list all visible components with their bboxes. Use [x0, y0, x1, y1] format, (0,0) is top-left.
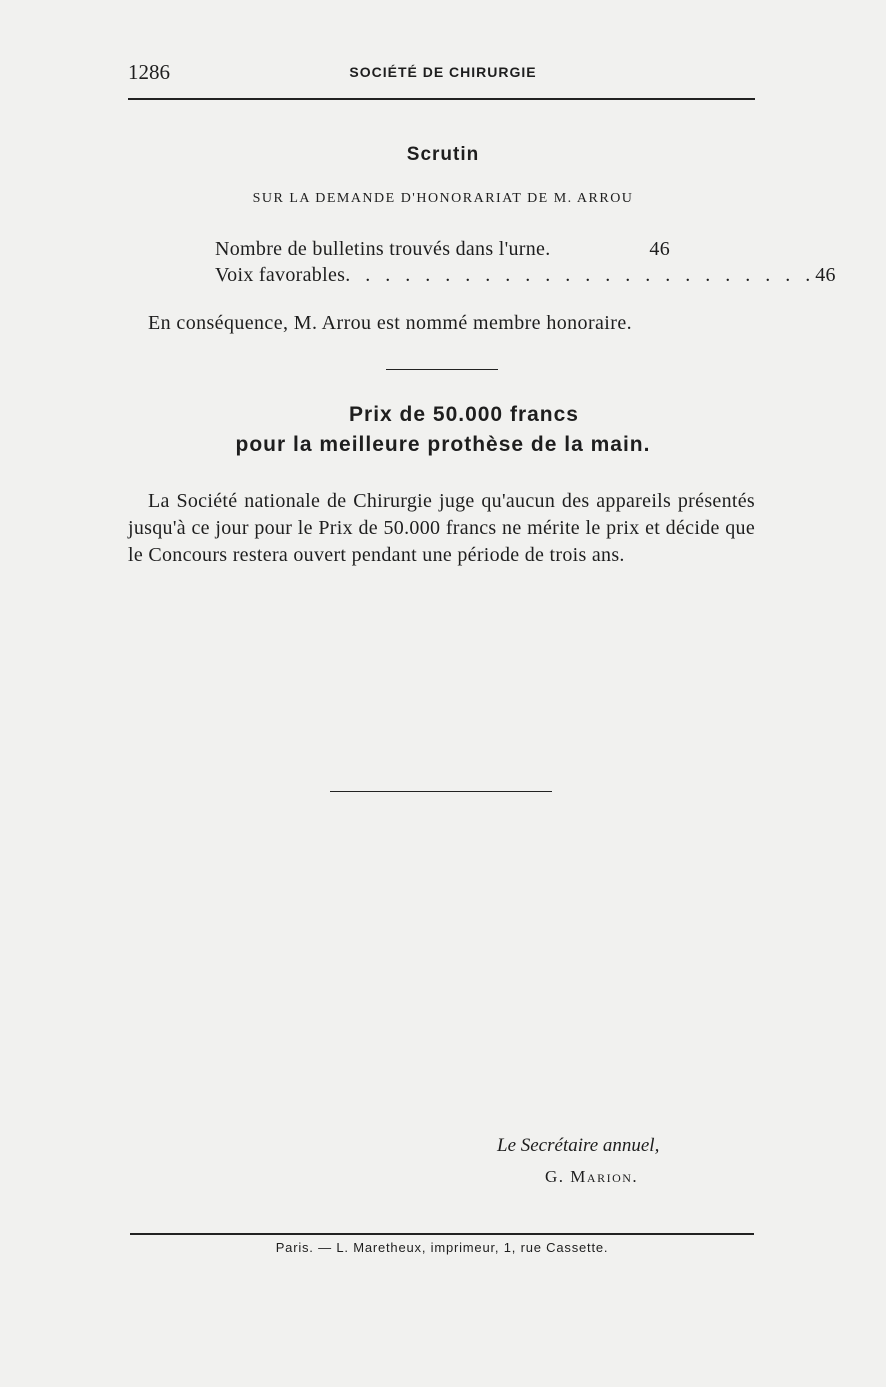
page-number: 1286	[128, 60, 170, 84]
vote-line-ballots	[215, 238, 670, 261]
vote-line-label: Voix favorables	[215, 264, 346, 286]
end-divider	[330, 791, 552, 792]
signature-initial: G.	[545, 1167, 565, 1186]
running-head	[128, 60, 758, 84]
printer-imprint: Paris. — L. Maretheux, imprimeur, 1, rue Cassette.	[275, 1240, 609, 1255]
vote-line-value: 46	[815, 264, 836, 286]
vote-line-label: Nombre de bulletins trouvés dans l'urne.	[215, 238, 551, 260]
signature-surname: Marion.	[570, 1167, 639, 1186]
ballot-title: Scrutin	[406, 144, 480, 165]
prize-title-line-1: Prix de 50.000 francs	[349, 403, 579, 426]
prize-title-line-2: pour la meilleure prothèse de la main.	[235, 433, 651, 456]
vote-line-leader	[551, 238, 650, 261]
prize-paragraph: La Société nationale de Chirurgie juge qu'aucun des appareils présentés jusqu'à ce jour pour le Prix de 50.000 francs ne mérite le prix et décide que le Concours restera ouvert pendant une période de trois ans.	[128, 490, 755, 566]
vote-line-value: 46	[649, 238, 670, 260]
ballot-subtitle: SUR LA DEMANDE D'HONORARIAT DE M. ARROU	[252, 191, 634, 206]
vote-line-favorable	[215, 264, 836, 287]
ballot-result: En conséquence, M. Arrou est nommé membre honoraire.	[148, 312, 632, 334]
signature-role: Le Secrétaire annuel,	[497, 1135, 660, 1156]
vote-line-leader: . . . . . . . . . . . . . . . . . . . . . . . .	[345, 264, 816, 286]
section-divider	[386, 369, 498, 370]
journal-title: SOCIÉTÉ DE CHIRURGIE	[349, 64, 537, 80]
footer-rule	[130, 1233, 754, 1235]
signature-name	[545, 1167, 638, 1187]
header-rule	[128, 98, 755, 100]
